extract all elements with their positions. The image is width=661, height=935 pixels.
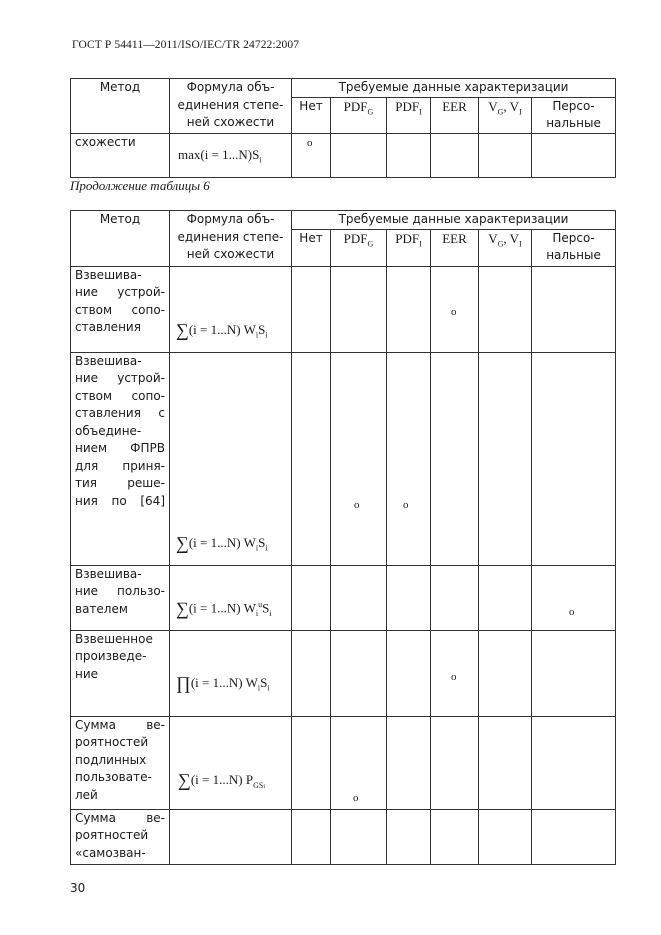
table-row: [71, 266, 616, 352]
formula-cell: ∑(i = 1...N) $W_iS_i$: [170, 352, 292, 565]
col-header-none: Нет: [292, 229, 331, 266]
mark-pdfi: o: [387, 352, 431, 565]
formula-cell: ∑(i = 1...N) $W_i^uS_i$: [170, 565, 292, 630]
table-row: [71, 630, 616, 716]
table-6-continued: [70, 210, 616, 865]
method-cell: схожести: [71, 133, 170, 177]
col-header-formula: Формула объ- единения степе- ней схожести: [170, 79, 292, 134]
col-header-pdfi: $PDF_I$: [387, 97, 431, 133]
col-header-method: Метод: [71, 79, 170, 134]
table-caption: Продолжение таблицы 6: [70, 178, 210, 193]
formula-cell: ∑(i = 1...N) $P_{GSi}$: [170, 716, 292, 809]
mark-pdfg: o: [331, 716, 387, 809]
table-row: [71, 133, 616, 177]
col-header-formula: Формула объ- единения степе- ней схожести: [170, 211, 292, 267]
table-row: [71, 809, 616, 864]
formula-cell: ∏(i = 1...N) $W_iS_i$: [170, 630, 292, 716]
mark-eer: o: [431, 630, 479, 716]
method-cell: Взвешива- ние пользо- вателем: [71, 565, 170, 630]
col-header-pdfg: $PDF_G$: [331, 229, 387, 266]
table-continuation-top: [70, 78, 616, 178]
method-cell: Взвешива- ние устрой- ством сопо- ставления с объедине- нием ФПРВ для приня- тия реше- ния по [64]: [71, 352, 170, 565]
method-cell: Сумма ве- роятностей «самозван-: [71, 809, 170, 864]
col-header-pdfi: $PDF_I$: [387, 229, 431, 266]
table-row: [71, 565, 616, 630]
col-header-vgvi: $V_G$, $V_I$: [479, 229, 532, 266]
table-row: [71, 716, 616, 809]
mark-none: o: [292, 133, 331, 177]
method-cell: Взвешенное произведе- ние: [71, 630, 170, 716]
formula-cell: ∑(i = 1...N) $W_iS_i$: [170, 266, 292, 352]
col-header-method: Метод: [71, 211, 170, 267]
table-row: [71, 352, 616, 565]
mark-personal: o: [532, 565, 616, 630]
col-header-none: Нет: [292, 97, 331, 133]
col-header-vgvi: $V_G$, $V_I$: [479, 97, 532, 133]
col-header-personal: Персо- нальные: [532, 229, 616, 266]
formula-cell: $\max(i = 1...N)S_i$: [170, 133, 292, 177]
col-header-eer: EER: [431, 97, 479, 133]
page-number: 30: [70, 881, 86, 895]
method-cell: Сумма ве- роятностей подлинных пользовате- лей: [71, 716, 170, 809]
method-cell: Взвешива- ние устрой- ством сопо- ставления: [71, 266, 170, 352]
mark-eer: o: [431, 266, 479, 352]
col-header-eer: EER: [431, 229, 479, 266]
col-header-personal: Персо- нальные: [532, 97, 616, 133]
mark-pdfg: o: [331, 352, 387, 565]
document-code: ГОСТ Р 54411—2011/ISO/IEC/TR 24722:2007: [72, 39, 300, 51]
col-header-group: Требуемые данные характеризации: [292, 211, 616, 230]
col-header-pdfg: $PDF_G$: [331, 97, 387, 133]
col-header-group: Требуемые данные характеризации: [292, 79, 616, 98]
